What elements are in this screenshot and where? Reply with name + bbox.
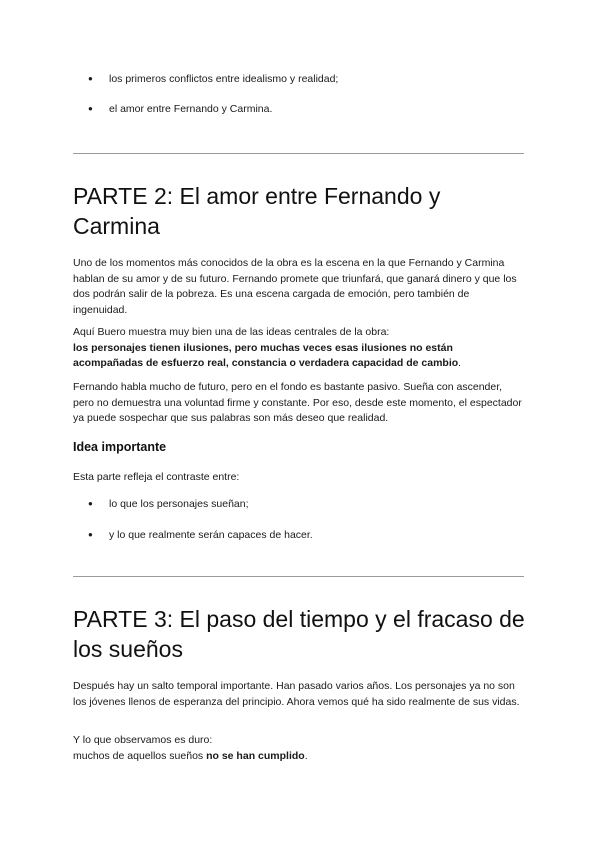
part2-paragraph-2-intro: Aquí Buero muestra muy bien una de las ideas centrales de la obra: <box>73 326 390 338</box>
part2-subheading: Idea importante <box>73 440 167 454</box>
part2-heading: PARTE 2: El amor entre Fernando y Carmina <box>73 183 441 239</box>
part3-paragraph-2-end: . <box>304 749 308 762</box>
list-item: ● y lo que realmente serán capaces de hacer. <box>73 528 525 542</box>
list-item: ● el amor entre Fernando y Carmina. <box>73 102 525 116</box>
part2-paragraph-2-emphasis: los personajes tienen ilusiones, pero muchas veces esas ilusiones no están acompañadas de esfuerzo real, constancia o verdadera capacidad de cambio <box>73 341 459 369</box>
list-item: ● los primeros conflictos entre idealismo y realidad; <box>73 72 525 86</box>
part2-paragraph-2-end: . <box>458 357 462 369</box>
part2-paragraph-1: Uno de los momentos más conocidos de la obra es la escena en la que Fernando y Carmina hablan de su amor y de su futuro. Fernando promete que triunfará, que ganará dinero y que los dos podrán salir de la pobreza. Es una escena cargada de emoción, pero también de ingenuidad. <box>73 257 517 316</box>
part3-paragraph-1: Después hay un salto temporal importante. Han pasado varios años. Los personajes ya no son los jóvenes llenos de esperanza del principio. Ahora vemos qué ha sido realmente de sus vidas. <box>73 680 520 708</box>
part2-paragraph-3: Fernando habla mucho de futuro, pero en el fondo es bastante pasivo. Sueña con ascender, pero no demuestra una voluntad firme y constante. Por eso, desde este momento, el espectador ya puede sospechar que sus palabras son más deseo que realidad. <box>73 381 522 424</box>
intro-bullet-list <box>73 72 525 116</box>
part2-paragraph-2 <box>73 325 525 372</box>
part3-paragraph-2 <box>73 733 525 764</box>
section-divider <box>73 576 524 577</box>
contrast-intro: Esta parte refleja el contraste entre: <box>73 471 240 483</box>
list-item: ● lo que los personajes sueñan; <box>73 497 525 511</box>
part3-paragraph-2-emphasis: no se han cumplido <box>206 749 305 762</box>
part3-paragraph-2-line1: Y lo que observamos es duro: <box>73 734 213 746</box>
part3-heading: PARTE 3: El paso del tiempo y el fracaso de los sueños <box>73 606 525 662</box>
section-divider <box>73 153 524 154</box>
part3-paragraph-2-line2: muchos de aquellos sueños <box>73 749 207 762</box>
contrast-bullet-list <box>73 497 525 542</box>
